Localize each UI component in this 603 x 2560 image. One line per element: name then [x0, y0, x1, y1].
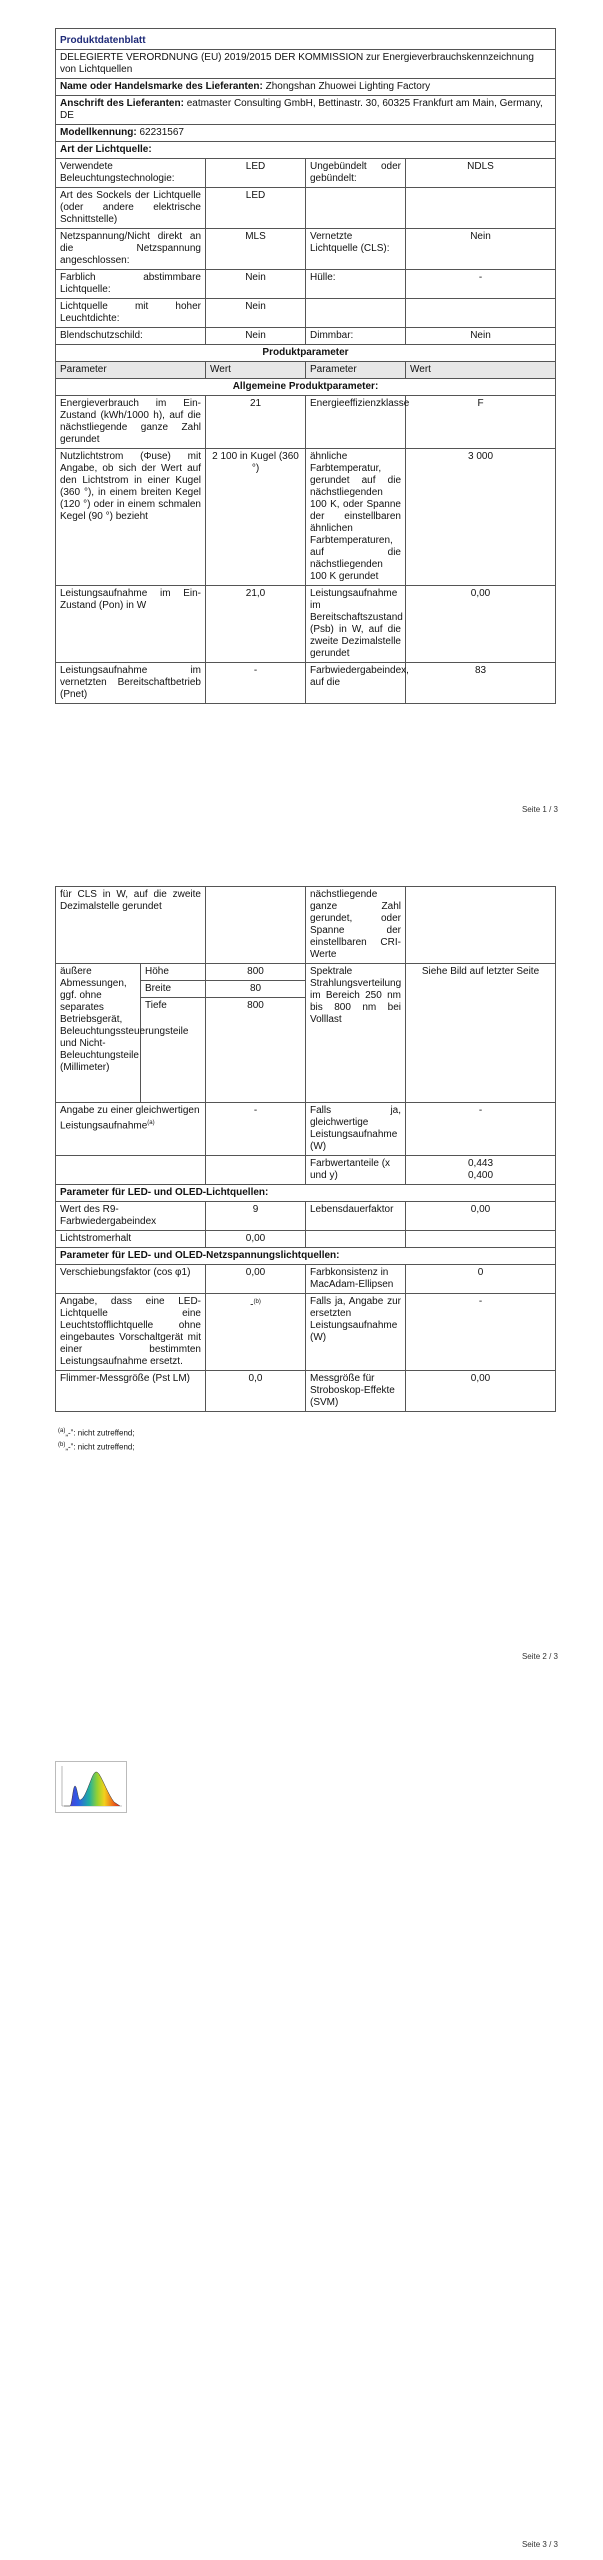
type-value-2: NDLS [406, 159, 556, 188]
type-value-1: LED [206, 159, 306, 188]
dimension-name: Breite [141, 981, 206, 998]
type-label-1: Verwendete Beleuchtungstechnologie: [56, 159, 206, 188]
led-params-heading: Parameter für LED- und OLED-Lichtquellen: [56, 1185, 556, 1202]
stroboscopic-value: 0,00 [406, 1371, 556, 1412]
supplier-name-value: Zhongshan Zhuowei Lighting Factory [265, 81, 431, 92]
type-label-2 [306, 299, 406, 328]
replacement-value-cell [206, 1294, 306, 1371]
type-label-1: Lichtquelle mit hoher Leuchtdichte: [56, 299, 206, 328]
general-label-1: Leistungsaufnahme im vernetzten Bereitschaftbetrieb (Pnet) [56, 663, 206, 704]
spectral-distribution-image [55, 1761, 127, 1813]
type-row [56, 229, 556, 270]
equivalent-watt-label: Falls ja, gleichwertige Leistungsaufnahme (W) [306, 1103, 406, 1156]
displacement-row [56, 1265, 556, 1294]
type-value-1: Nein [206, 299, 306, 328]
empty-cell [406, 1231, 556, 1248]
general-value-2: 83 [406, 663, 556, 704]
general-value-2: F [406, 396, 556, 449]
footnote-ref-b: (b) [253, 1299, 261, 1305]
type-value-2 [406, 299, 556, 328]
datasheet-table-page-2 [55, 886, 556, 1412]
type-value-2: - [406, 270, 556, 299]
page-number-3: Seite 3 / 3 [521, 2540, 558, 2549]
general-value-2: 3 000 [406, 449, 556, 586]
lumen-maintenance-label: Lichtstromerhalt [56, 1231, 206, 1248]
sheet-title: Produktdatenblatt [56, 29, 556, 50]
chromaticity-y: 0,400 [467, 1170, 494, 1181]
continued-right: nächstliegende ganze Zahl gerundet, oder Spanne der einstellbaren CRI-Werte [306, 887, 406, 964]
dimension-name: Tiefe [141, 998, 206, 1103]
type-value-1: LED [206, 188, 306, 229]
lifetime-factor-value: 0,00 [406, 1202, 556, 1231]
general-label-2: ähnliche Farbtemperatur, gerundet auf die nächstliegenden 100 K, oder Spanne der einstellbaren ähnlichen Farbtemperaturen, auf die nächstliegenden 100 K gerundet [306, 449, 406, 586]
type-value-1: MLS [206, 229, 306, 270]
flicker-value: 0,0 [206, 1371, 306, 1412]
equivalent-power-label: Angabe zu einer gleichwertigen Leistungsaufnahme [60, 1105, 200, 1132]
type-label-1: Farblich abstimmbare Lichtquelle: [56, 270, 206, 299]
product-params-heading: Produktparameter [56, 345, 556, 362]
chromaticity-values [406, 1156, 556, 1185]
flicker-label: Flimmer-Messgröße (Pst LM) [56, 1371, 206, 1412]
type-label-1: Blendschutzschild: [56, 328, 206, 345]
equivalent-power-label-cell [56, 1103, 206, 1156]
page-1 [0, 0, 603, 830]
type-row [56, 328, 556, 345]
type-value-2 [406, 188, 556, 229]
general-label-1: Leistungsaufnahme im Ein-Zustand (Pon) in W [56, 586, 206, 663]
equivalent-power-value: - [206, 1103, 306, 1156]
continued-right-value [406, 887, 556, 964]
general-value-2: 0,00 [406, 586, 556, 663]
light-source-type-heading: Art der Lichtquelle: [56, 142, 556, 159]
col-param-1: Parameter [56, 362, 206, 379]
type-row [56, 159, 556, 188]
footnote-b-mark: (b) [58, 1442, 66, 1448]
model-label: Modellkennung: [60, 127, 137, 138]
page-2 [0, 830, 603, 1700]
spectral-value: Siehe Bild auf letzter Seite [406, 964, 556, 1103]
lifetime-factor-label: Lebensdauerfaktor [306, 1202, 406, 1231]
dimensions-label: äußere Abmessungen, ggf. ohne separates Betriebsgerät, Beleuchtungssteuerungsteile und Nicht-Beleuchtungsteile (Millimeter) [56, 964, 141, 1103]
general-label-2: Energieeffizienzklasse [306, 396, 406, 449]
type-label-2: Dimmbar: [306, 328, 406, 345]
footnote-a-text: „-”: nicht zutreffend; [65, 1428, 135, 1438]
chromaticity-row [56, 1156, 556, 1185]
regulation-text: DELEGIERTE VERORDNUNG (EU) 2019/2015 DER KOMMISSION zur Energieverbrauchskennzeichnung von Lichtquellen [56, 50, 556, 79]
lumen-maintenance-value: 0,00 [206, 1231, 306, 1248]
general-label-1: Energieverbrauch im Ein-Zustand (kWh/1000 h), auf die nächstliegende ganze Zahl gerundet [56, 396, 206, 449]
footnote-ref-a: (a) [147, 1120, 155, 1126]
chromaticity-label: Farbwertanteile (x und y) [306, 1156, 406, 1185]
supplier-address-label: Anschrift des Lieferanten: [60, 98, 184, 109]
model-value: 62231567 [139, 127, 184, 138]
page-number-1: Seite 1 / 3 [521, 805, 558, 814]
continued-left: für CLS in W, auf die zweite Dezimalstelle gerundet [56, 887, 206, 964]
empty-cell [206, 1156, 306, 1185]
color-consistency-value: 0 [406, 1265, 556, 1294]
type-label-1: Art des Sockels der Lichtquelle (oder andere elektrische Schnittstelle) [56, 188, 206, 229]
footnote-b [58, 1440, 135, 1453]
supplier-address-value: eatmaster Consulting GmbH, Bettinastr. 30, 60325 Frankfurt am Main, Germany, DE [60, 98, 543, 121]
type-row [56, 270, 556, 299]
replacement-value: - [250, 1299, 254, 1311]
general-label-2: Leistungsaufnahme im Bereitschaftszustand (Psb) in W, auf die zweite Dezimalstelle gerundet [306, 586, 406, 663]
general-label-2: Farbwiedergabeindex, auf die [306, 663, 406, 704]
general-row [56, 663, 556, 704]
col-value-2: Wert [406, 362, 556, 379]
displacement-label: Verschiebungsfaktor (cos φ1) [56, 1265, 206, 1294]
mains-params-heading: Parameter für LED- und OLED-Netzspannungslichtquellen: [56, 1248, 556, 1265]
col-value-1: Wert [206, 362, 306, 379]
general-value-1: 21 [206, 396, 306, 449]
dimension-value: 80 [206, 981, 306, 998]
color-consistency-label: Farbkonsistenz in MacAdam-Ellipsen [306, 1265, 406, 1294]
empty-cell [306, 1231, 406, 1248]
type-label-2: Ungebündelt oder gebündelt: [306, 159, 406, 188]
general-params-heading: Allgemeine Produktparameter: [56, 379, 556, 396]
type-label-2: Vernetzte Lichtquelle (CLS): [306, 229, 406, 270]
type-label-1: Netzspannung/Nicht direkt an die Netzspannung angeschlossen: [56, 229, 206, 270]
type-value-1: Nein [206, 328, 306, 345]
spectral-label: Spektrale Strahlungsverteilung im Bereich 250 nm bis 800 nm bei Volllast [306, 964, 406, 1103]
continued-left-value [206, 887, 306, 964]
type-label-2: Hülle: [306, 270, 406, 299]
chromaticity-x: 0,443 [467, 1158, 494, 1169]
page-3 [0, 1700, 603, 2560]
footnote-a-mark: (a) [58, 1428, 66, 1434]
footnote-b-text: „-”: nicht zutreffend; [65, 1442, 135, 1452]
type-label-2 [306, 188, 406, 229]
r9-value: 9 [206, 1202, 306, 1231]
lumen-maintenance-row [56, 1231, 556, 1248]
flicker-row [56, 1371, 556, 1412]
equivalent-power-row [56, 1103, 556, 1156]
type-value-2: Nein [406, 328, 556, 345]
column-header-row [56, 362, 556, 379]
page-number-2: Seite 2 / 3 [521, 1652, 558, 1661]
empty-cell [56, 1156, 206, 1185]
dimension-value: 800 [206, 998, 306, 1103]
r9-label: Wert des R9-Farbwiedergabeindex [56, 1202, 206, 1231]
general-row [56, 449, 556, 586]
dimension-row [56, 964, 556, 981]
equivalent-watt-value: - [406, 1103, 556, 1156]
general-row [56, 396, 556, 449]
stroboscopic-label: Messgröße für Stroboskop-Effekte (SVM) [306, 1371, 406, 1412]
footnote-a [58, 1426, 135, 1439]
type-row [56, 299, 556, 328]
replacement-watt-label: Falls ja, Angabe zur ersetzten Leistungsaufnahme (W) [306, 1294, 406, 1371]
general-value-1: 21,0 [206, 586, 306, 663]
replacement-label: Angabe, dass eine LED-Lichtquelle eine Leuchtstofflichtquelle ohne eingebautes Vorschaltgerät mit einer bestimmten Leistungsaufnahme ersetzt. [56, 1294, 206, 1371]
general-label-1: Nutzlichtstrom (Φuse) mit Angabe, ob sich der Wert auf den Lichtstrom in einer Kugel (360 °), in einem breiten Kegel (120 °) oder in einem schmalen Kegel (90 °) bezieht [56, 449, 206, 586]
displacement-value: 0,00 [206, 1265, 306, 1294]
type-row [56, 188, 556, 229]
r9-row [56, 1202, 556, 1231]
general-value-1: - [206, 663, 306, 704]
general-row [56, 586, 556, 663]
supplier-address-row [56, 96, 556, 125]
type-value-2: Nein [406, 229, 556, 270]
replacement-watt-value: - [406, 1294, 556, 1371]
datasheet-table-page-1 [55, 28, 556, 704]
supplier-name-label: Name oder Handelsmarke des Lieferanten: [60, 81, 263, 92]
continued-row [56, 887, 556, 964]
type-value-1: Nein [206, 270, 306, 299]
dimension-name: Höhe [141, 964, 206, 981]
spectral-curve-graphic [56, 1762, 126, 1812]
col-param-2: Parameter [306, 362, 406, 379]
replacement-row [56, 1294, 556, 1371]
model-row [56, 125, 556, 142]
supplier-name-row [56, 79, 556, 96]
dimension-value: 800 [206, 964, 306, 981]
general-value-1: 2 100 in Kugel (360 °) [206, 449, 306, 586]
